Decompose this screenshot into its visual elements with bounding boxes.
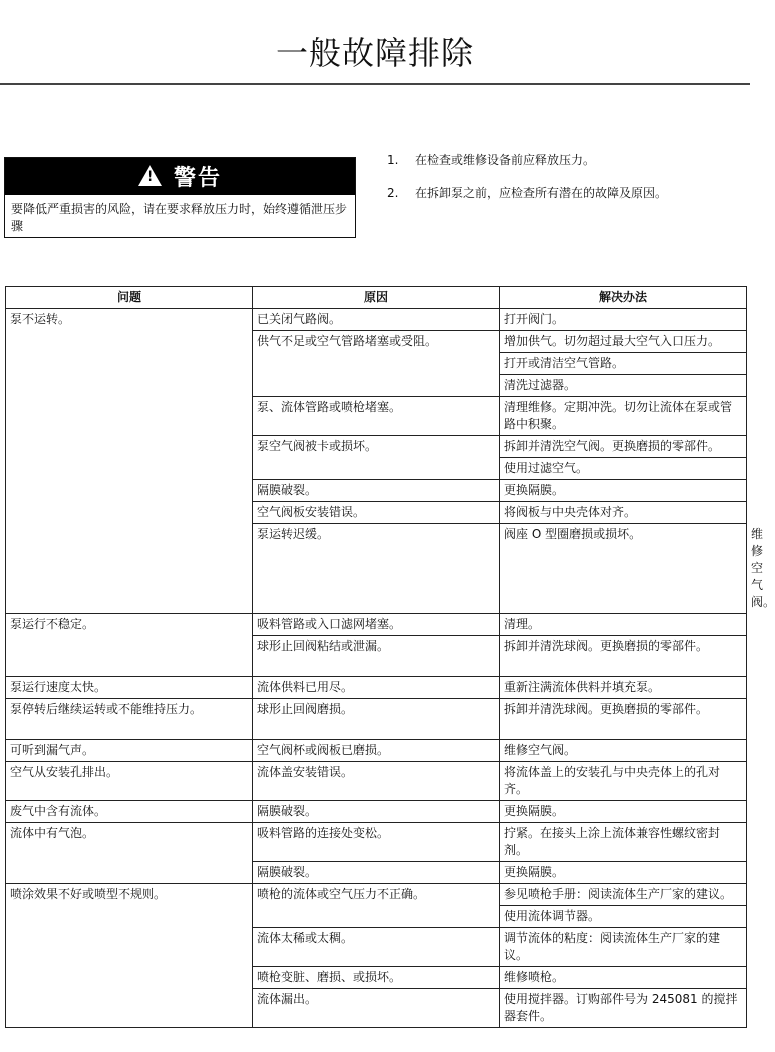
problem-cell: 泵停转后继续运转或不能维持压力。: [6, 699, 253, 740]
solution-cell: 更换隔膜。: [500, 480, 747, 502]
header-cause: 原因: [253, 287, 500, 309]
solution-cell: 拆卸并清洗球阀。更换磨损的零部件。: [500, 699, 747, 740]
cause-cell: 空气阀杯或阀板已磨损。: [253, 740, 500, 762]
problem-cell: 喷涂效果不好或喷型不规则。: [6, 884, 253, 1028]
instruction-text: 在检查或维修设备前应释放压力。: [415, 153, 596, 167]
cause-cell: 阀座 O 型圈磨损或损坏。: [500, 524, 747, 614]
cause-cell: 喷枪的流体或空气压力不正确。: [253, 884, 500, 928]
solution-cell: 使用过滤空气。: [500, 458, 747, 480]
warning-triangle-icon: [138, 165, 162, 186]
header-problem: 问题: [6, 287, 253, 309]
solution-cell: 更换隔膜。: [500, 801, 747, 823]
cause-cell: 隔膜破裂。: [253, 801, 500, 823]
solution-cell: 维修空气阀。: [500, 740, 747, 762]
problem-cell: 可听到漏气声。: [6, 740, 253, 762]
cause-cell: 吸料管路或入口滤网堵塞。: [253, 614, 500, 636]
troubleshooting-table: [5, 286, 775, 1028]
instruction-list: [387, 150, 737, 216]
problem-cell: 泵不运转。: [6, 309, 253, 614]
solution-cell: 参见喷枪手册：阅读流体生产厂家的建议。: [500, 884, 747, 906]
solution-cell: 更换隔膜。: [500, 862, 747, 884]
table-row: [6, 823, 747, 862]
table-row: 泵运转迟缓。 阀座 O 型圈磨损或损坏。 维修空气阀。: [6, 524, 747, 614]
solution-cell: 重新注满流体供料并填充泵。: [500, 677, 747, 699]
problem-cell: 废气中含有流体。: [6, 801, 253, 823]
warning-header: [5, 158, 355, 195]
cause-cell: 隔膜破裂。: [253, 480, 500, 502]
warning-title: 警告: [173, 166, 222, 191]
table-row: [6, 884, 747, 906]
problem-cell: 泵运行速度太快。: [6, 677, 253, 699]
problem-cell: 空气从安装孔排出。: [6, 762, 253, 801]
cause-cell: 流体供料已用尽。: [253, 677, 500, 699]
problem-cell: 泵运行不稳定。: [6, 614, 253, 677]
cause-cell: 流体太稀或太稠。: [253, 928, 500, 967]
table-header-row: [6, 287, 747, 309]
solution-cell: 使用搅拌器。订购部件号为 245081 的搅拌器套件。: [500, 989, 747, 1028]
warning-text: 要降低严重损害的风险，请在要求释放压力时，始终遵循泄压步骤: [11, 202, 348, 233]
solution-cell: 维修喷枪。: [500, 967, 747, 989]
instruction-number: 1.: [387, 153, 399, 167]
table-row: [6, 762, 747, 801]
table-row: [6, 614, 747, 636]
solution-cell: 使用流体调节器。: [500, 906, 747, 928]
solution-cell: 增加供气。切勿超过最大空气入口压力。: [500, 331, 747, 353]
cause-cell: 球形止回阀磨损。: [253, 699, 500, 740]
solution-cell: 将流体盖上的安装孔与中央壳体上的孔对齐。: [500, 762, 747, 801]
table-row: [6, 801, 747, 823]
table-row: [6, 309, 747, 331]
cause-cell: 泵空气阀被卡或损坏。: [253, 436, 500, 480]
header-solution: 解决办法: [500, 287, 747, 309]
solution-cell: 将阀板与中央壳体对齐。: [500, 502, 747, 524]
cause-cell: 泵、流体管路或喷枪堵塞。: [253, 397, 500, 436]
instruction-text: 在拆卸泵之前，应检查所有潜在的故障及原因。: [415, 186, 668, 200]
cause-cell: 已关闭气路阀。: [253, 309, 500, 331]
solution-cell: 调节流体的粘度：阅读流体生产厂家的建议。: [500, 928, 747, 967]
cause-cell: 流体盖安装错误。: [253, 762, 500, 801]
solution-cell: 清理维修。定期冲洗。切勿让流体在泵或管路中积聚。: [500, 397, 747, 436]
cause-cell: 隔膜破裂。: [253, 862, 500, 884]
cause-cell: 空气阀板安装错误。: [253, 502, 500, 524]
cause-cell: 流体漏出。: [253, 989, 500, 1028]
solution-cell: 清洗过滤器。: [500, 375, 747, 397]
table-row: [6, 677, 747, 699]
cause-cell: 供气不足或空气管路堵塞或受阻。: [253, 331, 500, 397]
instruction-number: 2.: [387, 186, 399, 200]
title-divider: [0, 83, 750, 85]
warning-box: [4, 157, 356, 238]
solution-cell: 打开阀门。: [500, 309, 747, 331]
page-title: 一般故障排除: [275, 34, 474, 72]
solution-cell: 拆卸并清洗球阀。更换磨损的零部件。: [500, 636, 747, 677]
table-row: [6, 699, 747, 740]
solution-cell: 打开或清洁空气管路。: [500, 353, 747, 375]
cause-cell: 吸料管路的连接处变松。: [253, 823, 500, 862]
cause-cell: 球形止回阀粘结或泄漏。: [253, 636, 500, 677]
instruction-item: [387, 183, 737, 203]
solution-cell: 拆卸并清洗空气阀。更换磨损的零部件。: [500, 436, 747, 458]
solution-cell: 拧紧。在接头上涂上流体兼容性螺纹密封剂。: [500, 823, 747, 862]
instruction-item: [387, 150, 737, 170]
table-row: [6, 740, 747, 762]
problem-cell: 流体中有气泡。: [6, 823, 253, 884]
problem-cell: 泵运转迟缓。: [253, 524, 500, 614]
cause-cell: 喷枪变脏、磨损、或损坏。: [253, 967, 500, 989]
solution-cell: 清理。: [500, 614, 747, 636]
